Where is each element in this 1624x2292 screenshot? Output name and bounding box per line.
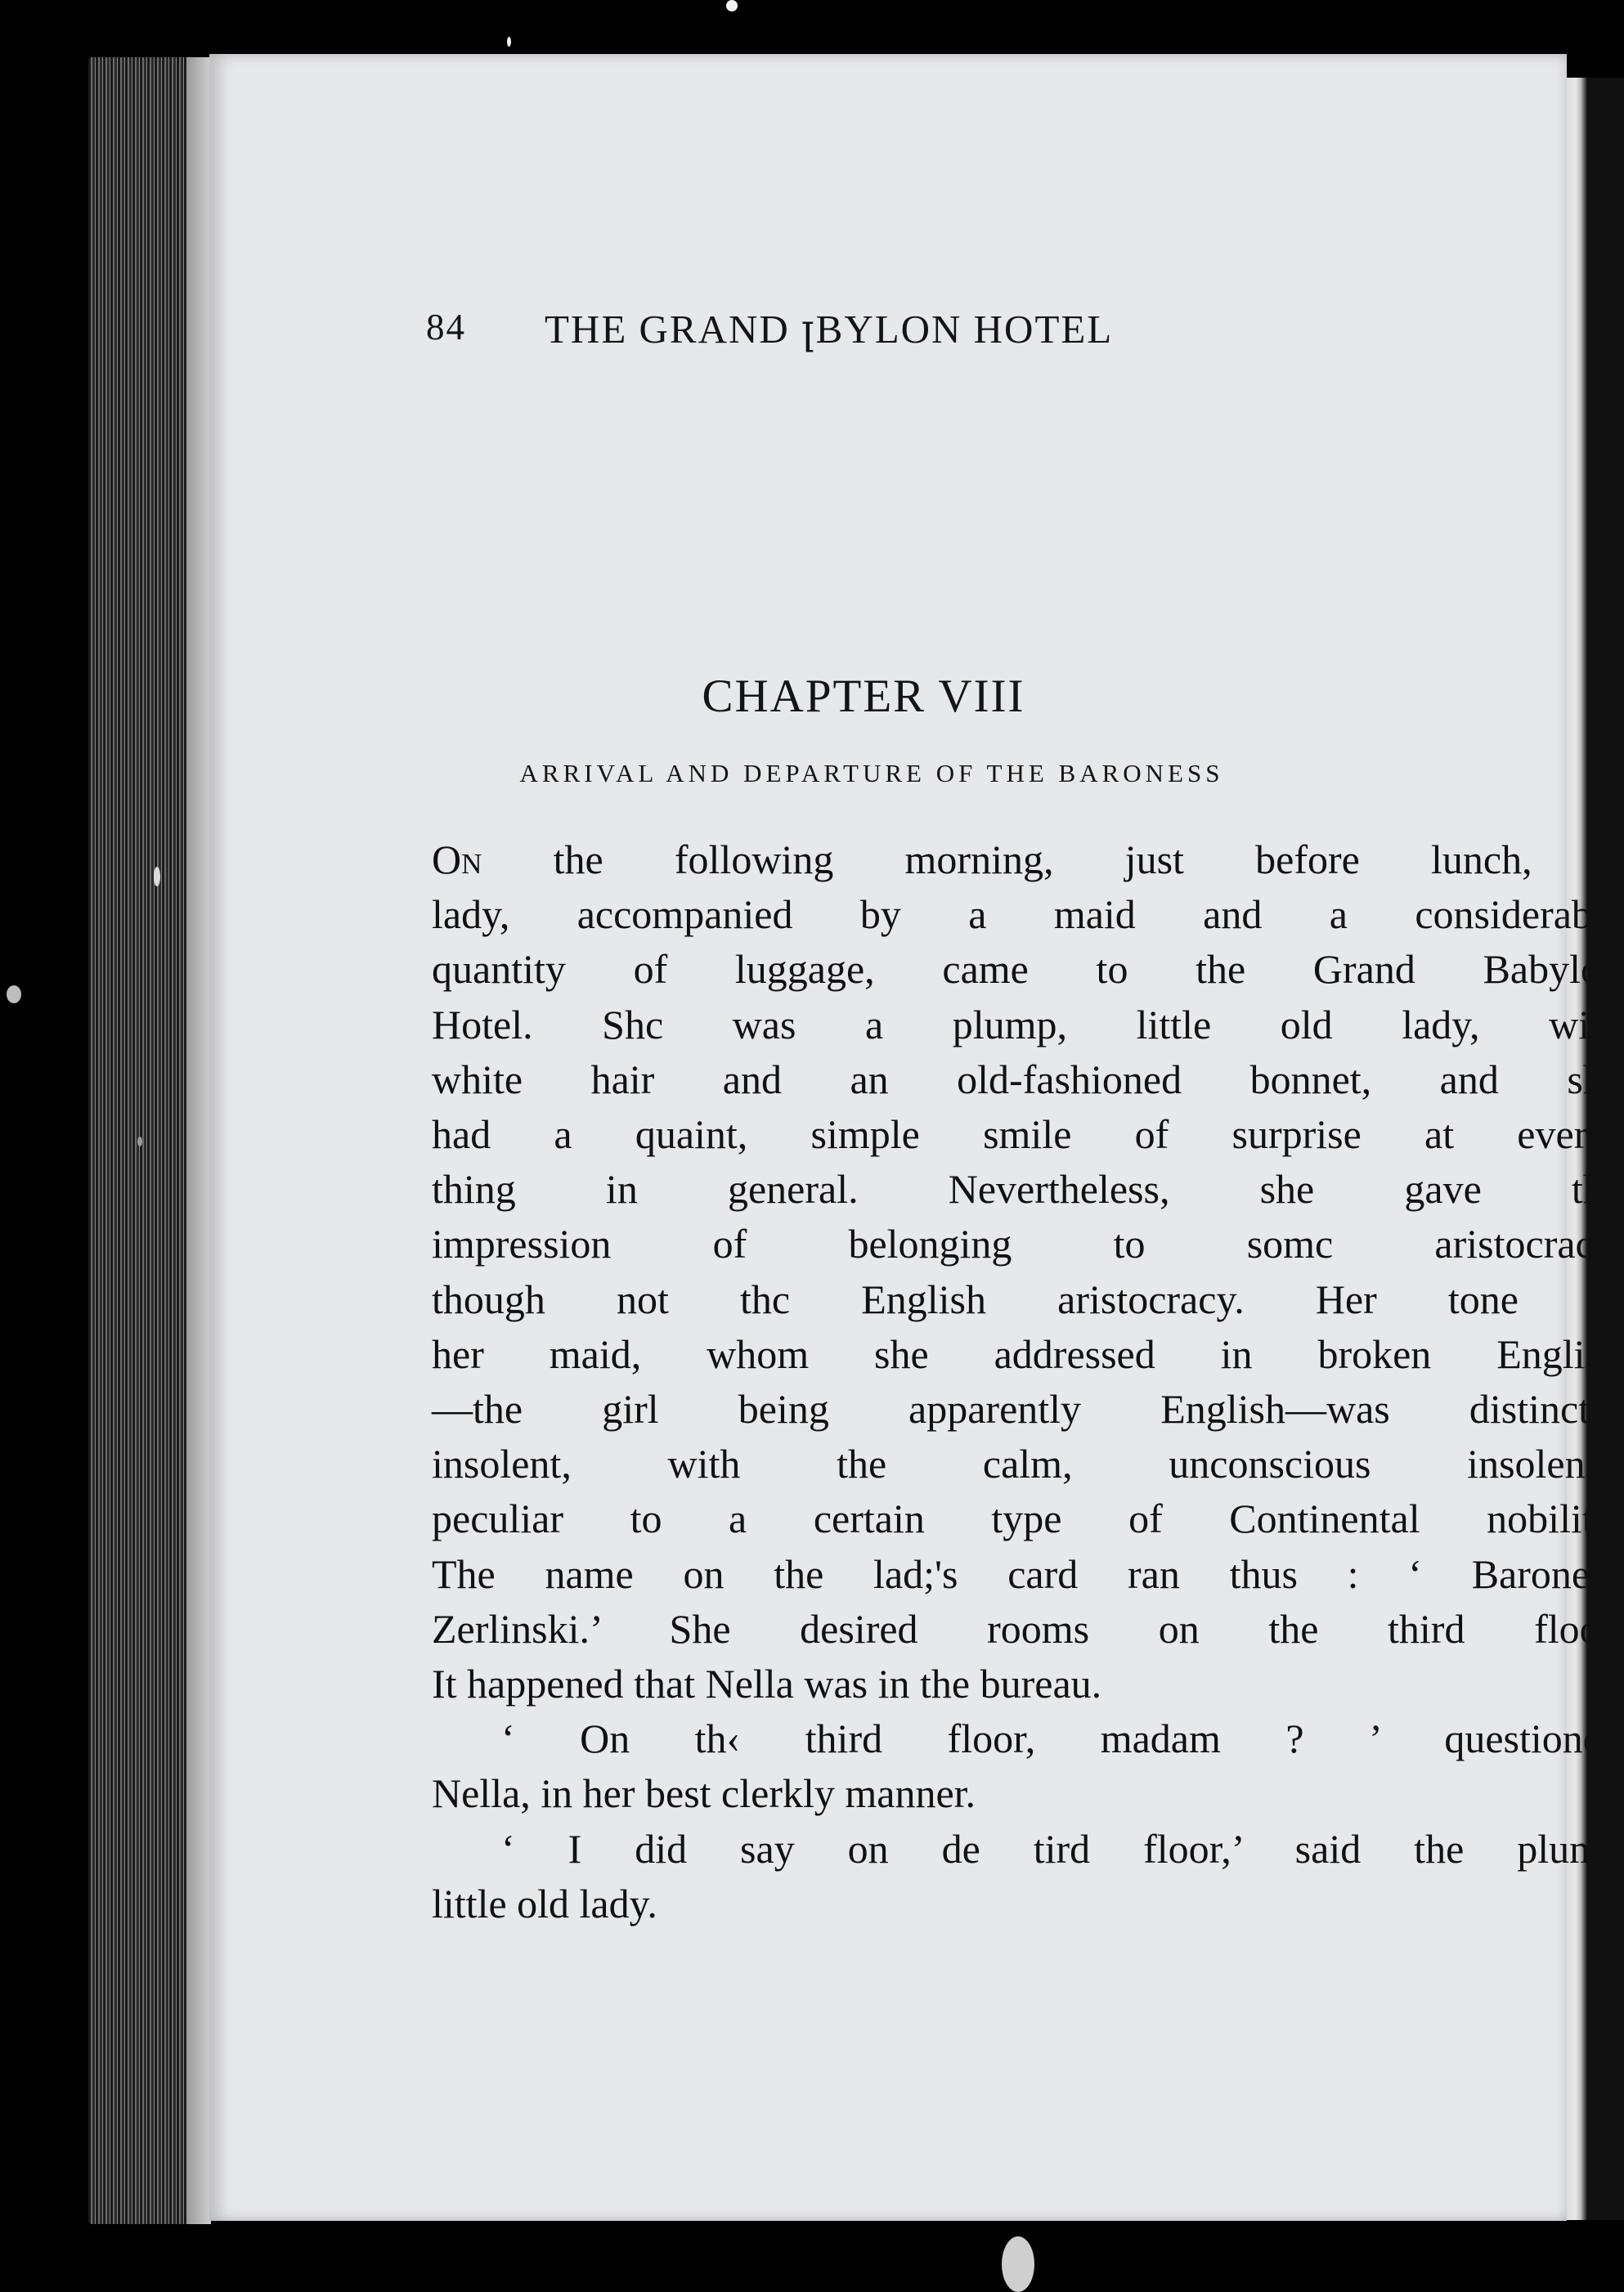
book-page (209, 54, 1622, 2221)
text-line: lady, accompanied by a maid and a considerable (432, 891, 1622, 938)
text-line: ‘ I did say on de tird floor,’ said the plump (501, 1825, 1622, 1872)
text-line: quantity of luggage, came to the Grand Babylon (432, 946, 1622, 993)
text-line: insolent, with the calm, unconscious insolence (432, 1441, 1622, 1487)
text-line: impression of belonging to somc aristocracy, (432, 1221, 1622, 1267)
paragraph-2 (432, 1711, 1622, 1821)
chapter-title: CHAPTER VIII (702, 671, 1025, 722)
body-text (432, 832, 1622, 1931)
text-line: thing in general. Nevertheless, she gave the (432, 1166, 1622, 1213)
running-head (209, 250, 1567, 352)
paragraph-3 (432, 1822, 1622, 1931)
stacked-page-edges (88, 57, 211, 2224)
page-number: 84 (426, 307, 466, 348)
text-line: had a quaint, simple smile of surprise at every- (432, 1111, 1622, 1158)
text-line: though not thc English aristocracy. Her tone to (432, 1276, 1622, 1322)
text-line: Hotel. Shc was a plump, little old lady, with (432, 1001, 1622, 1047)
text-line: The name on the lad;'s card ran thus : ‘ Baroness (432, 1550, 1622, 1597)
chapter-subtitle: ARRIVAL AND DEPARTURE OF THE BARONESS (519, 759, 1224, 787)
text-line: ‘ On th‹ third floor, madam ? ’ questioned (501, 1716, 1622, 1762)
opening-smallcaps-word: On (432, 837, 482, 882)
text-line: —the girl being apparently English—was distinctly (432, 1386, 1622, 1433)
text-line: white hair and an old-fashioned bonnet, and she (432, 1056, 1622, 1102)
text-line: her maid, whom she addressed in broken English (432, 1330, 1622, 1377)
text-line: It happened that Nella was in the bureau. (432, 1661, 1102, 1707)
text-line: On the following morning, just before lunch, a (432, 837, 1622, 882)
text-line: Nella, in her best clerkly manner. (432, 1770, 976, 1817)
running-head-title: THE GRAND ꞁBYLON HOTEL (545, 307, 1114, 352)
text-line: little old lady. (432, 1880, 657, 1926)
text-line: Zerlinski.’ She desired rooms on the third floor. (432, 1605, 1622, 1652)
paragraph-1 (432, 832, 1622, 1711)
text-line: peculiar to a certain type of Continental nobility. (432, 1496, 1622, 1542)
